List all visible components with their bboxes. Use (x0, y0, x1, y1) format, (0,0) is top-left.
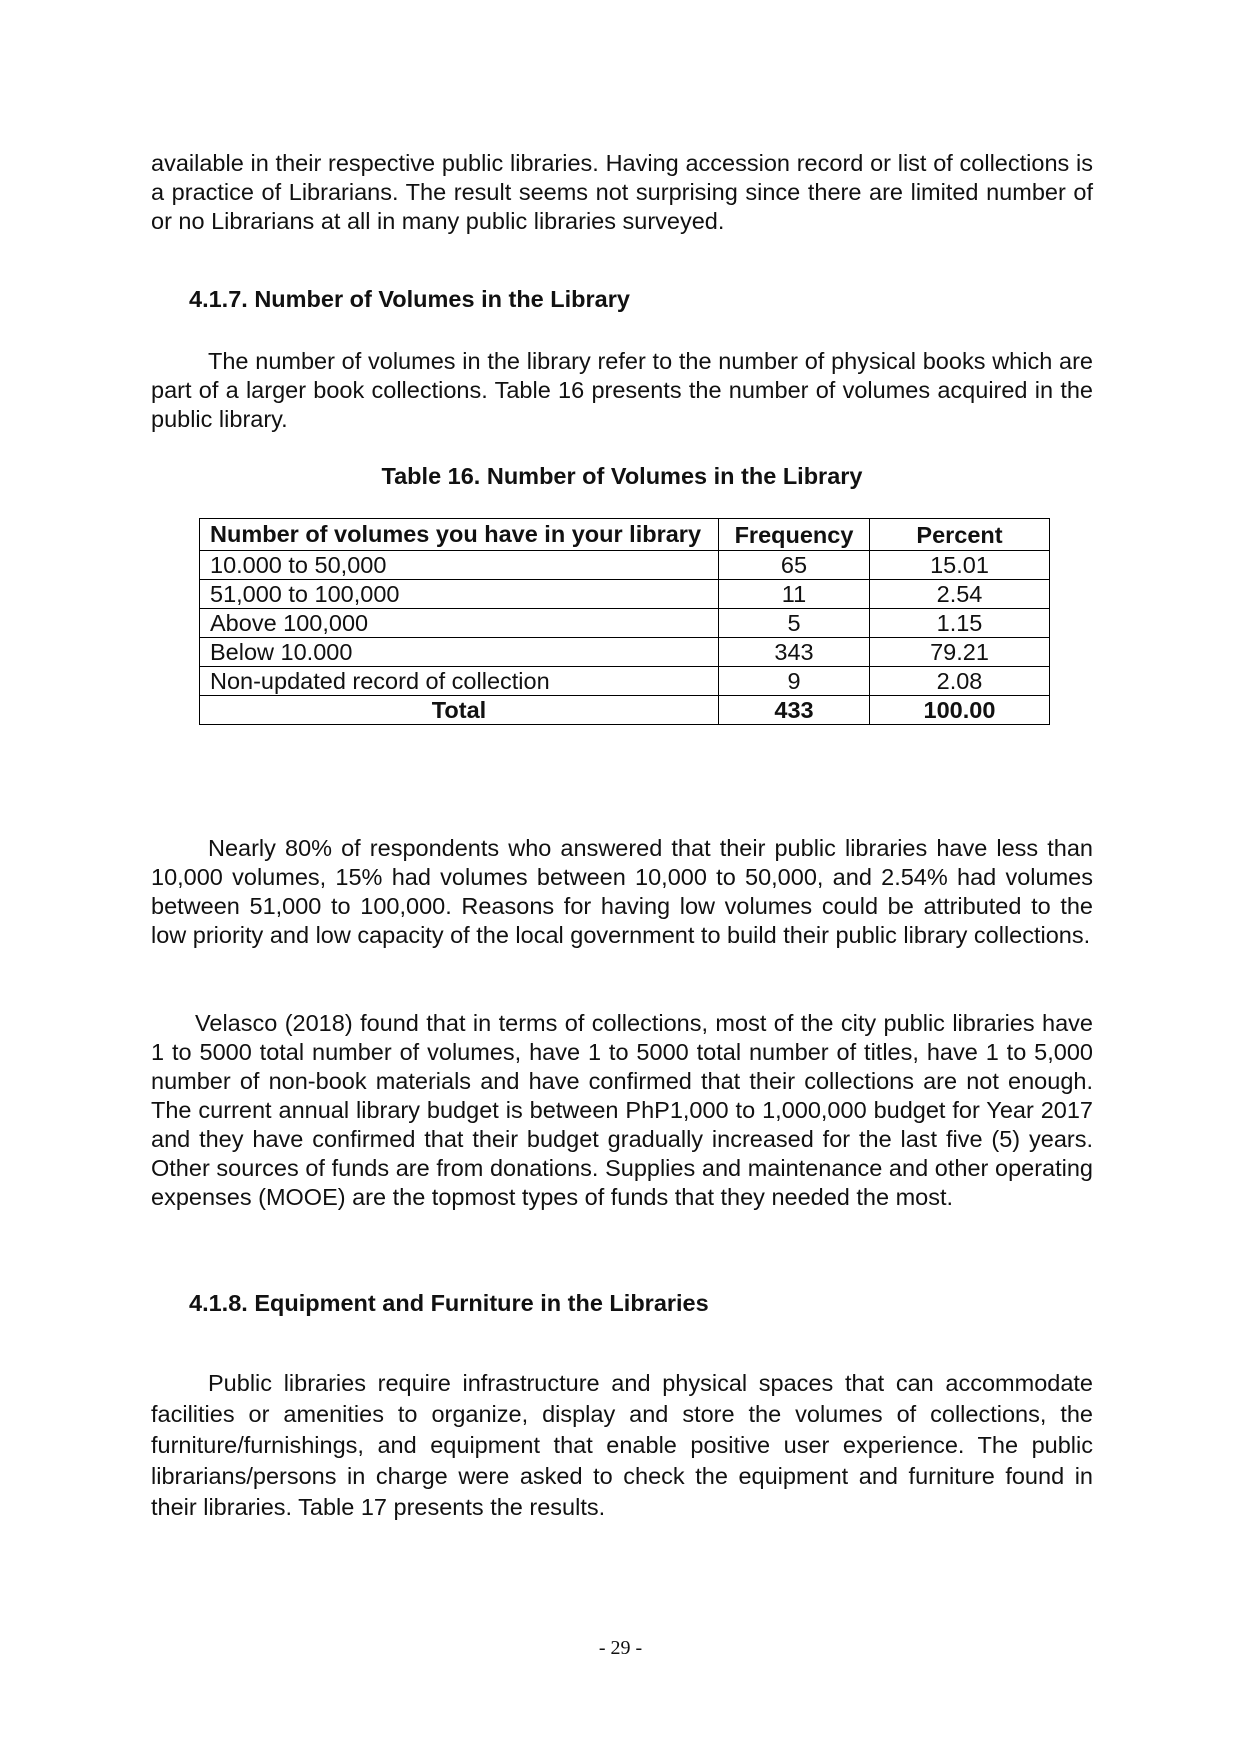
table-row (200, 609, 1050, 638)
table-header-row (200, 519, 1050, 551)
row-frequency: 9 (719, 667, 870, 696)
paragraph-volumes-definition (151, 347, 1093, 434)
table-total-row (200, 696, 1050, 725)
table-row (200, 580, 1050, 609)
paragraph-velasco-findings (151, 1009, 1093, 1212)
paragraph-text: available in their respective public libraries. Having accession record or list of collections is a practice of Librarians. The result seems not surprising since there are limited number of or no Librarians at all in many public libraries surveyed. (151, 150, 1093, 234)
row-percent: 15.01 (870, 551, 1050, 580)
section-heading-4-1-8: 4.1.8. Equipment and Furniture in the Libraries (189, 1290, 709, 1316)
volumes-table (199, 518, 1050, 725)
row-label: 10.000 to 50,000 (200, 551, 719, 580)
paragraph-text: Velasco (2018) found that in terms of collections, most of the city public libraries have 1 to 5000 total number of volumes, have 1 to 5000 total number of titles, have 1 to 5,000 number of non-book materials and have confirmed that their collections are not enough. The current annual library budget is between PhP1,000 to 1,000,000 budget for Year 2017 and they have confirmed that their budget gradually increased for the last five (5) years. Other sources of funds are from donations. Supplies and maintenance and other operating expenses (MOOE) are the topmost types of funds that they needed the most. (151, 1010, 1093, 1210)
paragraph-volumes-discussion (151, 834, 1093, 950)
row-frequency: 5 (719, 609, 870, 638)
table-row (200, 667, 1050, 696)
row-label: 51,000 to 100,000 (200, 580, 719, 609)
row-label: Below 10.000 (200, 638, 719, 667)
row-frequency: 65 (719, 551, 870, 580)
total-frequency: 433 (719, 696, 870, 725)
section-heading-4-1-7: 4.1.7. Number of Volumes in the Library (189, 286, 630, 312)
column-header-percent: Percent (870, 519, 1050, 551)
row-percent: 2.54 (870, 580, 1050, 609)
paragraph-equipment-intro (151, 1368, 1093, 1523)
row-label: Non-updated record of collection (200, 667, 719, 696)
row-percent: 2.08 (870, 667, 1050, 696)
row-frequency: 11 (719, 580, 870, 609)
page-number: - 29 - (598, 1637, 643, 1659)
table-row (200, 638, 1050, 667)
total-label: Total (200, 696, 719, 725)
total-percent: 100.00 (870, 696, 1050, 725)
paragraph-text: The number of volumes in the library refer to the number of physical books which are part of a larger book collections. Table 16 presents the number of volumes acquired in the public library. (151, 348, 1093, 432)
paragraph-intro-continuation (151, 149, 1093, 236)
table-caption: Table 16. Number of Volumes in the Library (381, 463, 863, 489)
row-percent: 79.21 (870, 638, 1050, 667)
row-frequency: 343 (719, 638, 870, 667)
table-row (200, 551, 1050, 580)
row-percent: 1.15 (870, 609, 1050, 638)
row-label: Above 100,000 (200, 609, 719, 638)
paragraph-text: Public libraries require infrastructure and physical spaces that can accommodate facilities or amenities to organize, display and store the volumes of collections, the furniture/furnishings, and equipment that enable positive user experience. The public librarians/persons in charge were asked to check the equipment and furniture found in their libraries. Table 17 presents the results. (151, 1370, 1093, 1520)
column-header-volumes: Number of volumes you have in your library (200, 519, 719, 551)
column-header-frequency: Frequency (719, 519, 870, 551)
paragraph-text: Nearly 80% of respondents who answered that their public libraries have less than 10,000 volumes, 15% had volumes between 10,000 to 50,000, and 2.54% had volumes between 51,000 to 100,000. Reasons for having low volumes could be attributed to the low priority and low capacity of the local government to build their public library collections. (151, 835, 1093, 948)
